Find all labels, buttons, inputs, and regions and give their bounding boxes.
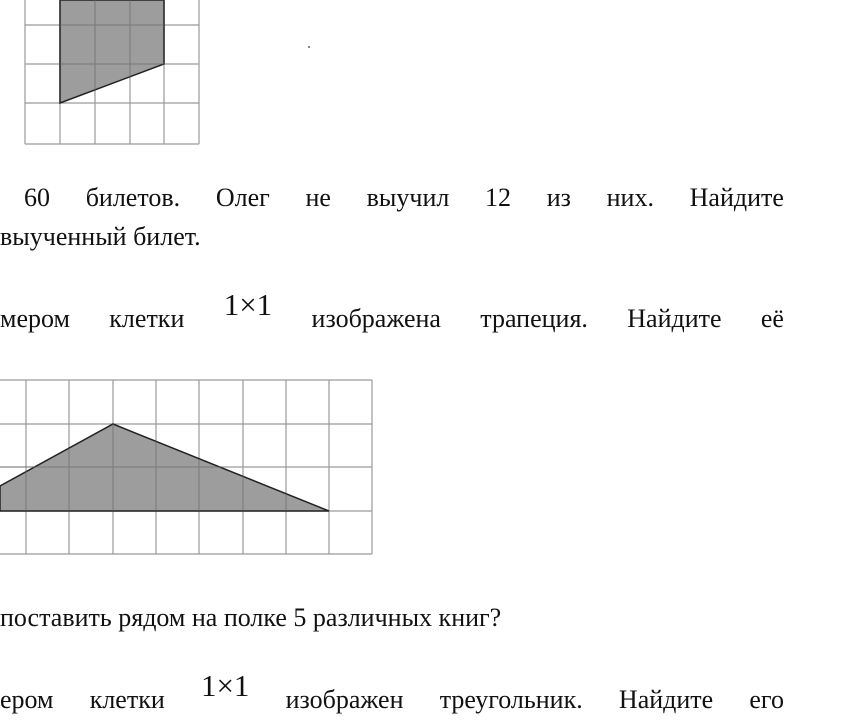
cell-size-formula: 1×1 bbox=[223, 287, 273, 322]
triangle-figure-1 bbox=[0, 375, 380, 560]
scan-speck bbox=[308, 46, 310, 48]
problem-text-line-1: 60 билетов. Олег не выучил 12 из них. Найдите bbox=[24, 183, 784, 212]
trapezoid-figure bbox=[0, 0, 210, 150]
trapezoid-shape bbox=[60, 0, 164, 103]
problem-text-line-2: выученный билет. bbox=[0, 222, 201, 251]
problem-text-line-4: поставить рядом на полке 5 различных книг? bbox=[0, 603, 502, 632]
cell-size-formula: 1×1 bbox=[200, 668, 250, 703]
problem-text-line-5: ером клетки 1×1 изображен треугольник. Найдите его bbox=[0, 668, 784, 714]
problem-text-line-3: мером клетки 1×1 изображена трапеция. Найдите её bbox=[0, 287, 784, 333]
